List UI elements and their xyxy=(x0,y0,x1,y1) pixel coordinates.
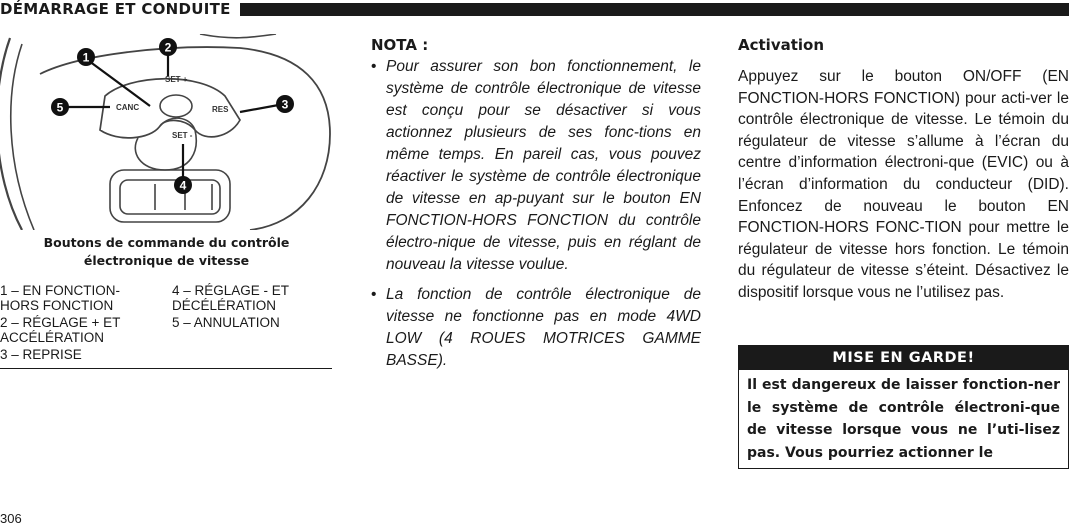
activation-section xyxy=(738,34,1069,304)
legend-item-4: 4 – RÉGLAGE - ET DÉCÉLÉRATION xyxy=(172,283,289,313)
warning-box xyxy=(738,345,1069,469)
activation-title: Activation xyxy=(738,36,825,54)
note-bullet-text: La fonction de contrôle électronique de vitesse ne fonctionne pas en mode 4WD LOW (4 ROUES MOTRICES GAMME BASSE). xyxy=(386,286,701,369)
note-title: NOTA : xyxy=(371,36,429,54)
legend-item-2: 2 – RÉGLAGE + ET ACCÉLÉRATION xyxy=(0,315,121,345)
note-section xyxy=(371,34,701,372)
bullet-symbol: • xyxy=(371,286,377,303)
page-number: 306 xyxy=(0,511,22,526)
callout-2: 2 xyxy=(164,40,172,55)
steering-wheel-illustration xyxy=(0,34,333,230)
callout-1: 1 xyxy=(82,50,90,65)
steering-wheel-controls-figure xyxy=(0,34,333,230)
callout-3: 3 xyxy=(281,97,289,112)
set-minus-label: SET - xyxy=(172,131,193,140)
bullet-symbol: • xyxy=(371,58,377,75)
warning-body: Il est dangereux de laisser fonction-ner le système de contrôle électroni-que de vitesse lorsque vous ne l’uti-lisez pas. Vous pourriez actionner le xyxy=(747,377,1060,461)
figure-caption: Boutons de commande du contrôle électronique de vitesse xyxy=(43,235,290,268)
header-rule xyxy=(240,3,1069,16)
note-bullet xyxy=(371,284,701,372)
callout-5: 5 xyxy=(56,100,64,115)
note-bullet-text: Pour assurer son bon fonctionnement, le système de contrôle électronique de vitesse est conçu pour se désactiver si vous actionnez plusieurs de ses fonc-tions en même temps. En pareil cas, vous pouvez réactiver le système de contrôle électronique de vitesse en ap-puyant sur le bouton EN FONCTION-HORS FONCTION du contrôle électro-nique de vitesse, puis en réglant de nouveau la vitesse voulue. xyxy=(386,58,701,273)
legend-item-3: 3 – REPRISE xyxy=(0,347,82,362)
note-bullet xyxy=(371,56,701,276)
activation-body: Appuyez sur le bouton ON/OFF (EN FONCTION-HORS FONCTION) pour acti-ver le contrôle électronique de vitesse. Le témoin du régulateur de vitesse s’allume à l’écran du centre d’information électroni-que (EVIC) ou à l’écran d’information du conducteur (DID). Enfoncez de nouveau le bouton EN FONCTION-HORS FONC-TION pour mettre le régulateur de vitesse hors fonction. Le témoin du régulateur de vitesse s’éteint. Désactivez le dispositif lorsque vous ne l’utilisez pas. xyxy=(738,68,1069,301)
legend-rule xyxy=(0,368,332,369)
warning-title: MISE EN GARDE! xyxy=(739,346,1068,370)
legend-item-1: 1 – EN FONCTION-HORS FONCTION xyxy=(0,283,121,313)
callout-4: 4 xyxy=(179,178,187,193)
legend-item-5: 5 – ANNULATION xyxy=(172,315,280,330)
canc-label: CANC xyxy=(116,103,140,112)
res-label: RES xyxy=(212,105,229,114)
section-title: DÉMARRAGE ET CONDUITE xyxy=(0,0,241,18)
set-plus-label: SET + xyxy=(165,75,188,84)
